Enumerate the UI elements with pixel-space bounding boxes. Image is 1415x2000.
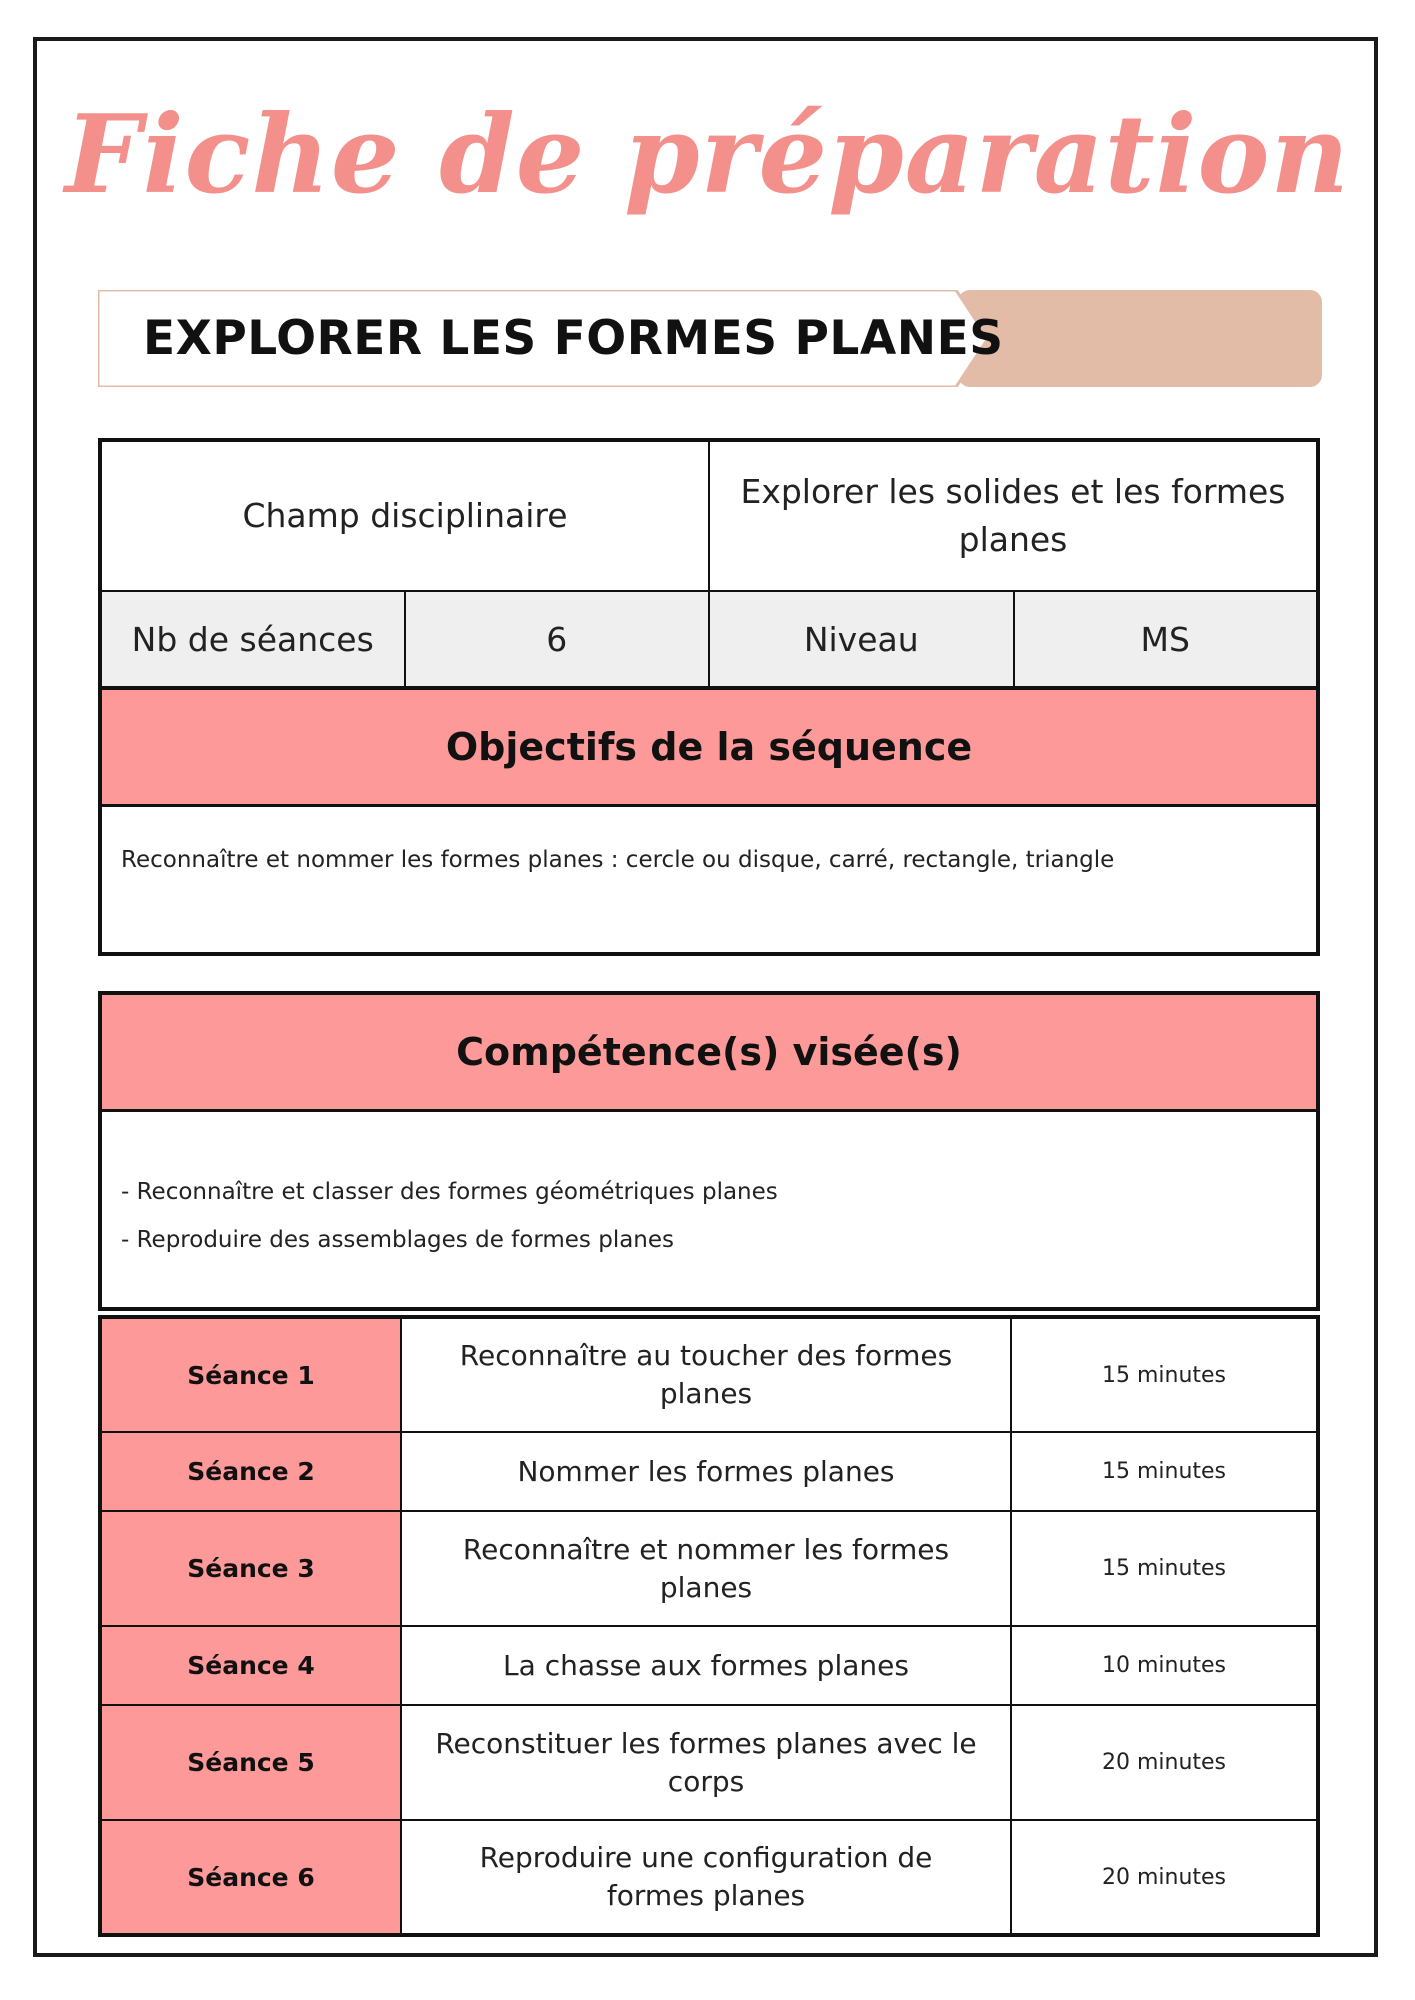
session-title: Reconstituer les formes planes avec le corps: [401, 1705, 1011, 1820]
sessions-table: [98, 1315, 1320, 1937]
champ-label: Champ disciplinaire: [100, 440, 709, 591]
session-row: [100, 1820, 1318, 1935]
niveau-label: Niveau: [709, 591, 1014, 688]
session-row: [100, 1705, 1318, 1820]
session-duration: 20 minutes: [1011, 1705, 1318, 1820]
session-title: Reproduire une configuration de formes planes: [401, 1820, 1011, 1935]
objectifs-text: Reconnaître et nommer les formes planes : cercle ou disque, carré, rectangle, triangle: [121, 847, 1115, 873]
session-title: Reconnaître et nommer les formes planes: [401, 1511, 1011, 1626]
sequence-banner: [98, 290, 1322, 387]
session-duration: 15 minutes: [1011, 1511, 1318, 1626]
session-row: [100, 1432, 1318, 1511]
session-duration: 15 minutes: [1011, 1317, 1318, 1432]
session-row: [100, 1317, 1318, 1432]
sequence-title: EXPLORER LES FORMES PLANES: [143, 311, 1004, 366]
niveau-value: MS: [1014, 591, 1319, 688]
session-name: Séance 4: [100, 1626, 401, 1705]
competences-list: [102, 1112, 1316, 1264]
session-name: Séance 1: [100, 1317, 401, 1432]
competences-section: [98, 991, 1320, 1311]
session-row: [100, 1626, 1318, 1705]
session-name: Séance 6: [100, 1820, 401, 1935]
session-duration: 15 minutes: [1011, 1432, 1318, 1511]
page-title: Fiche de préparation: [64, 92, 1351, 218]
competences-heading: Compétence(s) visée(s): [102, 995, 1316, 1112]
seances-label: Nb de séances: [100, 591, 405, 688]
objectifs-section: [98, 686, 1320, 956]
session-title: La chasse aux formes planes: [401, 1626, 1011, 1705]
champ-value: Explorer les solides et les formes planes: [709, 440, 1318, 591]
info-table: [98, 438, 1320, 690]
competence-item: - Reconnaître et classer des formes géométriques planes: [121, 1179, 778, 1205]
session-duration: 20 minutes: [1011, 1820, 1318, 1935]
session-name: Séance 5: [100, 1705, 401, 1820]
seances-value: 6: [405, 591, 710, 688]
objectifs-heading: Objectifs de la séquence: [102, 690, 1316, 807]
session-row: [100, 1511, 1318, 1626]
session-duration: 10 minutes: [1011, 1626, 1318, 1705]
session-name: Séance 2: [100, 1432, 401, 1511]
session-title: Reconnaître au toucher des formes planes: [401, 1317, 1011, 1432]
session-title: Nommer les formes planes: [401, 1432, 1011, 1511]
session-name: Séance 3: [100, 1511, 401, 1626]
competence-item: - Reproduire des assemblages de formes planes: [121, 1227, 675, 1253]
